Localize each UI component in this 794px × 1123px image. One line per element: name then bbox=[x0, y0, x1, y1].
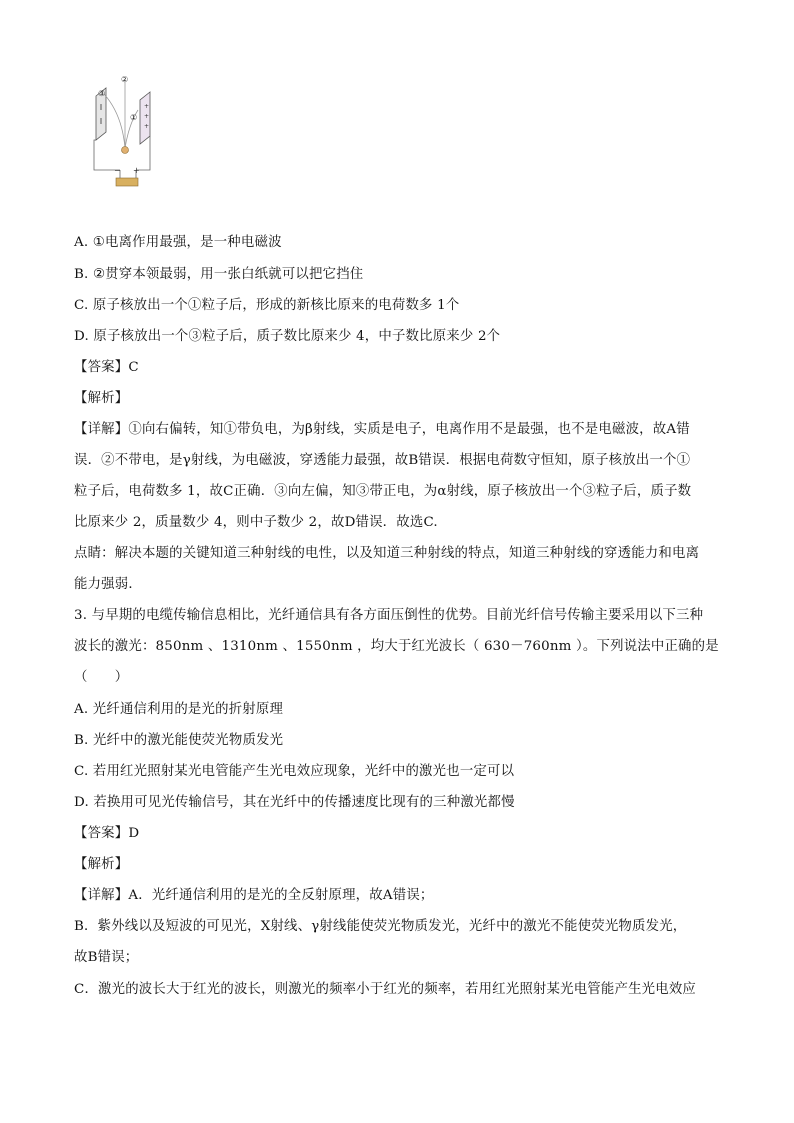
option-d-q2: D. 原子核放出一个③粒子后，质子数比原来少 4，中子数比原来少 2个 bbox=[74, 329, 501, 344]
analysis-heading-q2: 【解析】 bbox=[74, 391, 129, 406]
option-c-q3: C. 若用红光照射某光电管能产生光电效应现象，光纤中的激光也一定可以 bbox=[74, 764, 515, 779]
option-c-q2: C. 原子核放出一个①粒子后，形成的新核比原来的电荷数多 1个 bbox=[74, 298, 460, 313]
option-a-q3: A. 光纤通信利用的是光的折射原理 bbox=[74, 702, 284, 717]
explanation-line-1: 【详解】①向右偏转，知①带负电，为β射线，实质是电子，电离作用不是最强，也不是电磁波，故A错 bbox=[74, 422, 690, 437]
question-3-blank: （ ） bbox=[74, 670, 129, 685]
answer-q3: 【答案】D bbox=[74, 826, 140, 841]
label-2: ② bbox=[121, 75, 129, 84]
answer-q2: 【答案】C bbox=[74, 360, 139, 375]
option-a-q2: A. ①电离作用最强，是一种电磁波 bbox=[74, 235, 282, 250]
option-b-q3: B. 光纤中的激光能使荧光物质发光 bbox=[74, 733, 284, 748]
option-d-q3: D. 若换用可见光传输信号，其在光纤中的传播速度比现有的三种激光都慢 bbox=[74, 795, 515, 810]
option-b-q2: B. ②贯穿本领最弱，用一张白纸就可以把它挡住 bbox=[74, 267, 364, 282]
detail-a-q3: 【详解】A．光纤通信利用的是光的全反射原理，故A错误； bbox=[74, 888, 434, 903]
radioactive-source bbox=[122, 147, 129, 154]
detail-b-q3-line-1: B．紫外线以及短波的可见光，X射线、γ射线能使荧光物质发光，光纤中的激光不能使荧光物质发光， bbox=[74, 919, 687, 934]
analysis-heading-q3: 【解析】 bbox=[74, 857, 129, 872]
detail-b-q3-line-2: 故B错误； bbox=[74, 950, 139, 965]
svg-text:+: + bbox=[144, 123, 150, 130]
explanation-line-3: 粒子后，电荷数多 1，故C正确．③向左偏，知③带正电，为α射线，原子核放出一个③粒子后，质子数 bbox=[74, 484, 692, 499]
battery bbox=[116, 178, 138, 186]
question-3-line-1: 3. 与早期的电缆传输信息相比，光纤通信具有各方面压倒性的优势。目前光纤信号传输主要采用以下三种 bbox=[74, 608, 704, 623]
explanation-line-4: 比原来少 2，质量数少 4，则中子数少 2，故D错误．故选C. bbox=[74, 515, 438, 530]
plus-sign: + bbox=[133, 166, 140, 175]
tip-line-2: 能力强弱． bbox=[74, 577, 142, 592]
explanation-line-2: 误．②不带电，是γ射线，为电磁波，穿透能力最强，故B错误．根据电荷数守恒知，原子核放出一个① bbox=[74, 453, 691, 468]
label-1: ① bbox=[130, 113, 138, 122]
detail-c-q3-line-1: C．激光的波长大于红光的波长，则激光的频率小于红光的频率，若用红光照射某光电管能产生光电效应 bbox=[74, 982, 697, 997]
minus-sign: − bbox=[114, 166, 121, 175]
tip-line-1: 点睛：解决本题的关键知道三种射线的电性，以及知道三种射线的特点，知道三种射线的穿透能力和电离 bbox=[74, 546, 700, 561]
label-3: ③ bbox=[98, 89, 106, 98]
ray-3 bbox=[104, 94, 125, 148]
svg-text:+: + bbox=[144, 113, 150, 120]
radiation-deflection-diagram bbox=[84, 74, 148, 190]
question-3-line-2: 波长的激光：850nm 、1310nm 、1550nm ，均大于红光波长（ 630－760nm ）。下列说法中正确的是 bbox=[74, 639, 719, 654]
svg-text:+: + bbox=[144, 103, 150, 110]
